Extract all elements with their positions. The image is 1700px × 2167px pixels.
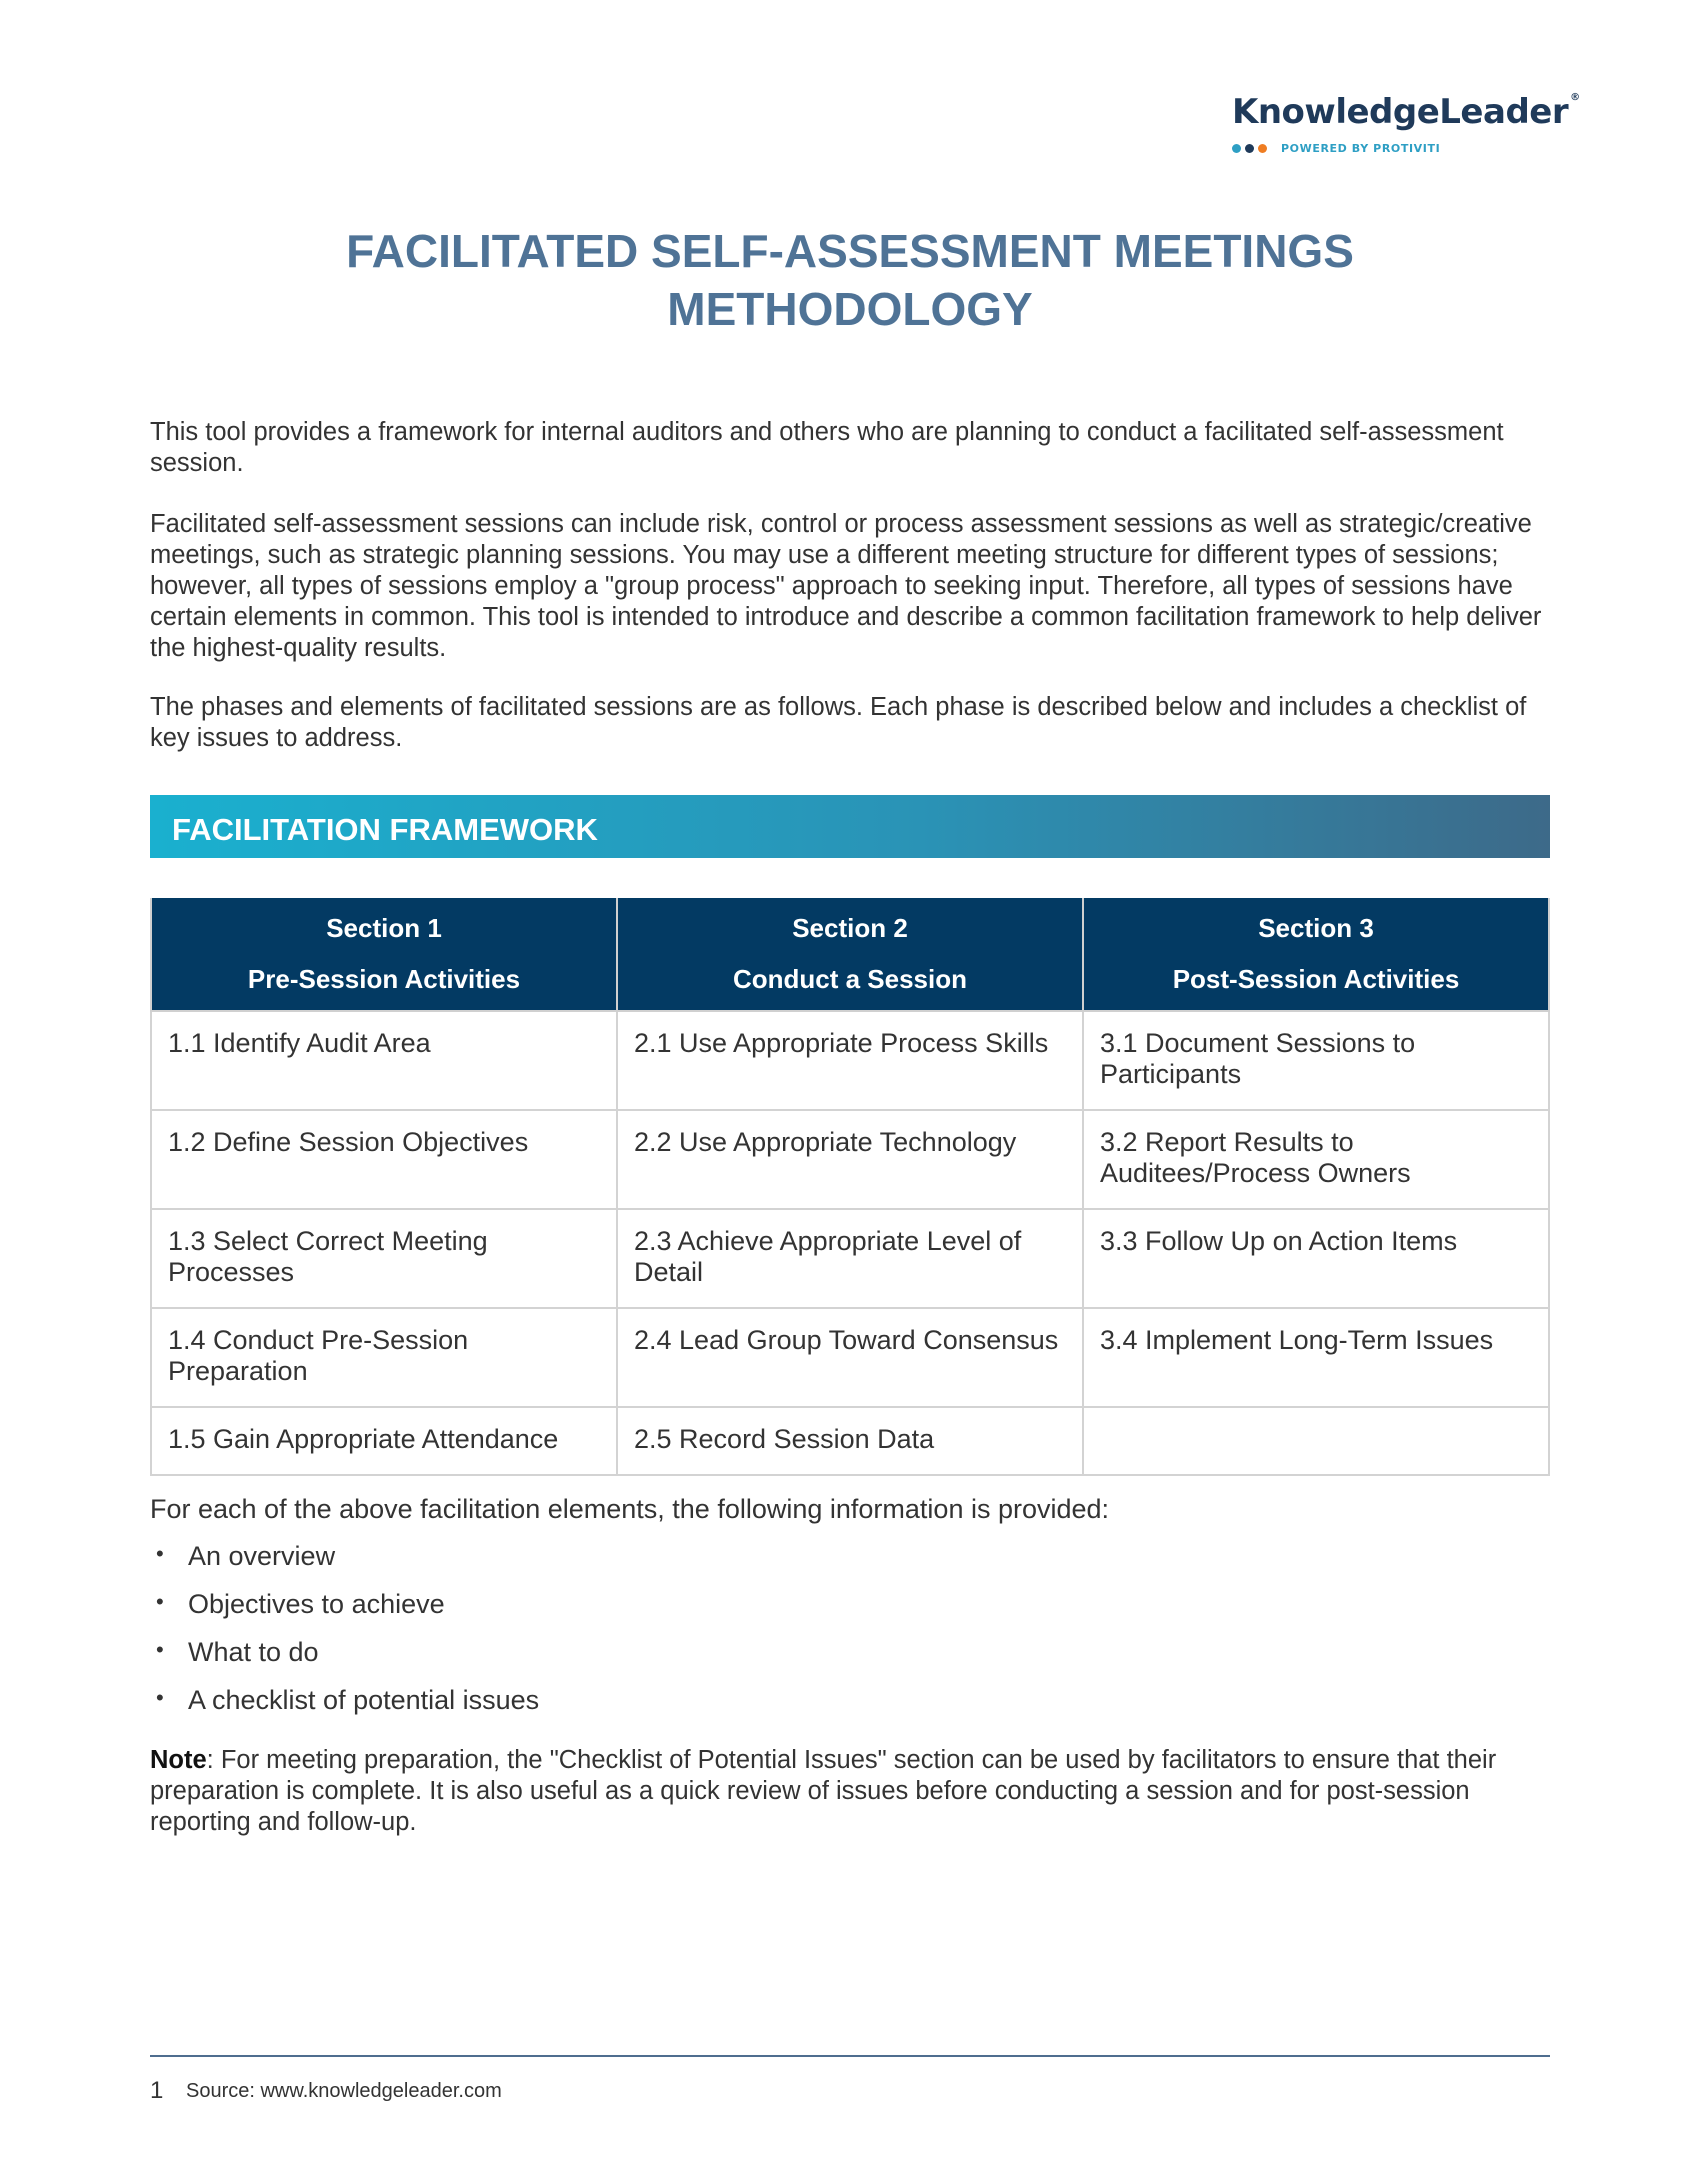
framework-table (150, 898, 1550, 1476)
framework-heading: FACILITATION FRAMEWORK (172, 812, 598, 847)
page-number: 1 (150, 2077, 164, 2104)
intro-paragraph-1: This tool provides a framework for internal auditors and others who are planning to conduct a facilitated self-assessment session. (150, 418, 1504, 477)
table-cell: 1.3 Select Correct Meeting Processes (151, 1209, 617, 1308)
footer-source: Source: www.knowledgeleader.com (186, 2080, 502, 2102)
table-cell: 2.4 Lead Group Toward Consensus (617, 1308, 1083, 1407)
table-row (151, 1110, 1549, 1209)
table-cell: 1.4 Conduct Pre-Session Preparation (151, 1308, 617, 1407)
table-cell: 3.2 Report Results to Auditees/Process Owners (1083, 1110, 1549, 1209)
note-text: : For meeting preparation, the "Checklist of Potential Issues" section can be used by facilitators to ensure that their preparation is complete. It is also useful as a quick review of issues before conducting a session and for post-session reporting and follow-up. (150, 1746, 1497, 1836)
column-header-section-2: Section 2 Conduct a Session (617, 898, 1083, 1011)
table-row (151, 1209, 1549, 1308)
table-header-row (151, 898, 1549, 1011)
title-line-1: FACILITATED SELF-ASSESSMENT MEETINGS (346, 225, 1354, 277)
table-cell: 2.5 Record Session Data (617, 1407, 1083, 1475)
bullet-icon: • (156, 1541, 164, 1566)
logo-word: KnowledgeLeader (1232, 92, 1569, 132)
dot-icon (1245, 144, 1254, 153)
list-item: • Objectives to achieve (156, 1589, 445, 1619)
table-cell (1083, 1407, 1549, 1475)
logo-powered-by: POWERED BY PROTIVITI (1281, 142, 1441, 155)
list-item: • What to do (156, 1637, 319, 1667)
table-cell: 1.5 Gain Appropriate Attendance (151, 1407, 617, 1475)
dot-icon (1258, 144, 1267, 153)
intro-paragraph-3: The phases and elements of facilitated sessions are as follows. Each phase is described below and includes a checklist of key issues to address. (150, 693, 1527, 752)
elements-intro: For each of the above facilitation elements, the following information is provided: (150, 1494, 1110, 1524)
logo-trademark: ® (1570, 92, 1580, 103)
logo-wordmark (1232, 92, 1580, 132)
table-cell: 2.2 Use Appropriate Technology (617, 1110, 1083, 1209)
note-label: Note (150, 1746, 207, 1774)
table-row (151, 1407, 1549, 1475)
bullet-icon: • (156, 1685, 164, 1710)
intro-paragraph-2: Facilitated self-assessment sessions can include risk, control or process assessment sessions as well as strategic/creative meetings, such as strategic planning sessions. You may use a different meeting structure for different types of sessions; however, all types of sessions employ a "group process" approach to seeking input. Therefore, all types of sessions have certain elements in common. This tool is intended to introduce and describe a common facilitation framework to help deliver the highest-quality results. (150, 510, 1542, 662)
list-item: • A checklist of potential issues (156, 1685, 540, 1715)
table-cell: 3.1 Document Sessions to Participants (1083, 1011, 1549, 1110)
logo-dots-icon (1232, 144, 1267, 153)
table-row (151, 1011, 1549, 1110)
note-paragraph (150, 1745, 1550, 1838)
table-cell: 3.4 Implement Long-Term Issues (1083, 1308, 1549, 1407)
table-cell: 1.2 Define Session Objectives (151, 1110, 617, 1209)
footer-divider (150, 2055, 1550, 2057)
logo-subline (1232, 142, 1562, 155)
bullet-icon: • (156, 1637, 164, 1662)
page-title (150, 222, 1550, 338)
table-row (151, 1308, 1549, 1407)
list-item: • An overview (156, 1541, 336, 1571)
dot-icon (1232, 144, 1241, 153)
table-cell: 2.3 Achieve Appropriate Level of Detail (617, 1209, 1083, 1308)
table-cell: 1.1 Identify Audit Area (151, 1011, 617, 1110)
bullet-icon: • (156, 1589, 164, 1614)
elements-list (150, 1541, 539, 1733)
knowledgeleader-logo (1232, 92, 1580, 155)
title-line-2: METHODOLOGY (667, 283, 1033, 335)
framework-heading-bar (150, 795, 1550, 858)
table-cell: 3.3 Follow Up on Action Items (1083, 1209, 1549, 1308)
column-header-section-1: Section 1 Pre-Session Activities (151, 898, 617, 1011)
table-cell: 2.1 Use Appropriate Process Skills (617, 1011, 1083, 1110)
column-header-section-3: Section 3 Post-Session Activities (1083, 898, 1549, 1011)
